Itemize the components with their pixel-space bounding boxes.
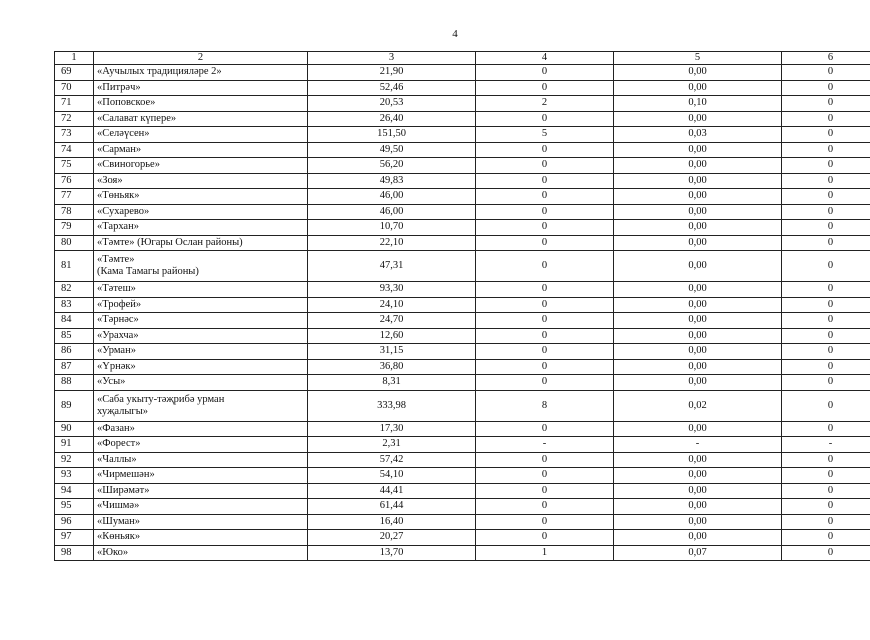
area-cell: 26,40	[308, 111, 476, 127]
name-cell: «Трофей»	[94, 297, 308, 313]
row-number-cell: 98	[55, 545, 94, 561]
ratio-cell: 0,00	[614, 65, 782, 81]
table-row	[55, 173, 870, 189]
area-cell: 36,80	[308, 359, 476, 375]
col6-cell: 0	[782, 499, 870, 515]
count-cell: 0	[476, 452, 614, 468]
ratio-cell: 0,00	[614, 514, 782, 530]
table-row	[55, 344, 870, 360]
ratio-cell: 0,00	[614, 189, 782, 205]
ratio-cell: 0,00	[614, 328, 782, 344]
col6-cell: 0	[782, 359, 870, 375]
count-cell: 0	[476, 468, 614, 484]
area-cell: 13,70	[308, 545, 476, 561]
table-row	[55, 468, 870, 484]
row-number-cell: 82	[55, 282, 94, 298]
name-cell: «Урман»	[94, 344, 308, 360]
row-number-cell: 97	[55, 530, 94, 546]
row-number-cell: 93	[55, 468, 94, 484]
header-cell: 6	[782, 52, 870, 65]
row-number-cell: 69	[55, 65, 94, 81]
table-row	[55, 96, 870, 112]
area-cell: 44,41	[308, 483, 476, 499]
row-number-cell: 95	[55, 499, 94, 515]
name-cell: «Тәмте» (Югары Ослан районы)	[94, 235, 308, 251]
area-cell: 12,60	[308, 328, 476, 344]
area-cell: 8,31	[308, 375, 476, 391]
header-cell: 4	[476, 52, 614, 65]
col6-cell: 0	[782, 235, 870, 251]
table-body	[55, 52, 870, 561]
name-cell: «Усы»	[94, 375, 308, 391]
ratio-cell: 0,00	[614, 375, 782, 391]
ratio-cell: 0,00	[614, 204, 782, 220]
name-cell: «Көньяк»	[94, 530, 308, 546]
table-row	[55, 220, 870, 236]
col6-cell: 0	[782, 468, 870, 484]
name-line-1: «Тәмте»	[97, 254, 135, 265]
area-cell: 333,98	[308, 390, 476, 421]
table-row	[55, 437, 870, 453]
count-cell: 0	[476, 421, 614, 437]
name-cell: «Поповское»	[94, 96, 308, 112]
row-number-cell: 72	[55, 111, 94, 127]
row-number-cell: 92	[55, 452, 94, 468]
ratio-cell: -	[614, 437, 782, 453]
ratio-cell: 0,00	[614, 111, 782, 127]
name-cell: «Шуман»	[94, 514, 308, 530]
table-row	[55, 483, 870, 499]
table-row	[55, 421, 870, 437]
name-line-2: (Кама Тамагы районы)	[97, 266, 199, 277]
area-cell: 17,30	[308, 421, 476, 437]
table-row	[55, 111, 870, 127]
row-number-cell: 76	[55, 173, 94, 189]
name-cell: «Юко»	[94, 545, 308, 561]
row-number-cell: 74	[55, 142, 94, 158]
col6-cell: 0	[782, 530, 870, 546]
row-number-cell: 78	[55, 204, 94, 220]
table-row	[55, 499, 870, 515]
row-number-cell: 91	[55, 437, 94, 453]
col6-cell: 0	[782, 390, 870, 421]
table-row	[55, 251, 870, 282]
table-row	[55, 80, 870, 96]
area-cell: 57,42	[308, 452, 476, 468]
count-cell: 0	[476, 530, 614, 546]
col6-cell: 0	[782, 251, 870, 282]
area-cell: 52,46	[308, 80, 476, 96]
ratio-cell: 0,00	[614, 220, 782, 236]
ratio-cell: 0,07	[614, 545, 782, 561]
ratio-cell: 0,00	[614, 282, 782, 298]
area-cell: 56,20	[308, 158, 476, 174]
ratio-cell: 0,03	[614, 127, 782, 143]
table-row	[55, 390, 870, 421]
row-number-cell: 96	[55, 514, 94, 530]
col6-cell: 0	[782, 142, 870, 158]
header-cell: 2	[94, 52, 308, 65]
table-row	[55, 158, 870, 174]
row-number-cell: 79	[55, 220, 94, 236]
col6-cell: 0	[782, 421, 870, 437]
col6-cell: 0	[782, 375, 870, 391]
name-line-2: хуҗалыгы»	[97, 405, 149, 417]
table-row	[55, 313, 870, 329]
ratio-cell: 0,00	[614, 344, 782, 360]
name-cell: «Зоя»	[94, 173, 308, 189]
row-number-cell: 87	[55, 359, 94, 375]
name-cell: «Питрәч»	[94, 80, 308, 96]
table-row	[55, 189, 870, 205]
name-cell: «Салават күпере»	[94, 111, 308, 127]
name-cell: «Чаллы»	[94, 452, 308, 468]
table-row	[55, 142, 870, 158]
name-cell: «Аучылых традицияләре 2»	[94, 65, 308, 81]
name-cell: «Фазан»	[94, 421, 308, 437]
table-row	[55, 452, 870, 468]
col6-cell: 0	[782, 344, 870, 360]
count-cell: 0	[476, 499, 614, 515]
name-cell: «Төньяк»	[94, 189, 308, 205]
name-cell: «Сарман»	[94, 142, 308, 158]
col6-cell: 0	[782, 80, 870, 96]
col6-cell: 0	[782, 313, 870, 329]
ratio-cell: 0,00	[614, 359, 782, 375]
ratio-cell: 0,00	[614, 421, 782, 437]
name-cell: «Тәтеш»	[94, 282, 308, 298]
ratio-cell: 0,00	[614, 313, 782, 329]
count-cell: 0	[476, 142, 614, 158]
count-cell: 0	[476, 251, 614, 282]
area-cell: 10,70	[308, 220, 476, 236]
area-cell: 24,70	[308, 313, 476, 329]
area-cell: 31,15	[308, 344, 476, 360]
table-row	[55, 359, 870, 375]
col6-cell: 0	[782, 220, 870, 236]
count-cell: 0	[476, 173, 614, 189]
area-cell: 24,10	[308, 297, 476, 313]
ratio-cell: 0,00	[614, 173, 782, 189]
name-cell: «Ширәмәт»	[94, 483, 308, 499]
table-row	[55, 204, 870, 220]
ratio-cell: 0,00	[614, 158, 782, 174]
name-cell: «Свиногорье»	[94, 158, 308, 174]
name-cell: «Тархан»	[94, 220, 308, 236]
area-cell: 47,31	[308, 251, 476, 282]
count-cell: 0	[476, 65, 614, 81]
name-line-1: «Саба укыту-тәҗрибә урман	[97, 393, 225, 405]
row-number-cell: 73	[55, 127, 94, 143]
name-cell	[94, 390, 308, 421]
area-cell: 93,30	[308, 282, 476, 298]
count-cell: 2	[476, 96, 614, 112]
count-cell: 0	[476, 483, 614, 499]
row-number-cell: 80	[55, 235, 94, 251]
ratio-cell: 0,00	[614, 297, 782, 313]
page-number: 4	[452, 28, 458, 40]
ratio-cell: 0,02	[614, 390, 782, 421]
row-number-cell: 90	[55, 421, 94, 437]
area-cell: 16,40	[308, 514, 476, 530]
col6-cell: 0	[782, 282, 870, 298]
col6-cell: 0	[782, 158, 870, 174]
area-cell: 61,44	[308, 499, 476, 515]
count-cell: 8	[476, 390, 614, 421]
header-cell: 3	[308, 52, 476, 65]
count-cell: 0	[476, 328, 614, 344]
count-cell: 0	[476, 514, 614, 530]
name-cell	[94, 251, 308, 282]
row-number-cell: 84	[55, 313, 94, 329]
count-cell: -	[476, 437, 614, 453]
ratio-cell: 0,00	[614, 468, 782, 484]
name-cell: «Форест»	[94, 437, 308, 453]
table-row	[55, 328, 870, 344]
row-number-cell: 85	[55, 328, 94, 344]
row-number-cell: 77	[55, 189, 94, 205]
count-cell: 0	[476, 344, 614, 360]
col6-cell: 0	[782, 297, 870, 313]
ratio-cell: 0,00	[614, 80, 782, 96]
header-cell: 1	[55, 52, 94, 65]
row-number-cell: 88	[55, 375, 94, 391]
ratio-cell: 0,00	[614, 483, 782, 499]
count-cell: 0	[476, 282, 614, 298]
count-cell: 1	[476, 545, 614, 561]
col6-cell: 0	[782, 127, 870, 143]
row-number-cell: 71	[55, 96, 94, 112]
ratio-cell: 0,10	[614, 96, 782, 112]
col6-cell: 0	[782, 204, 870, 220]
ratio-cell: 0,00	[614, 452, 782, 468]
table-row	[55, 375, 870, 391]
ratio-cell: 0,00	[614, 251, 782, 282]
count-cell: 0	[476, 220, 614, 236]
name-cell: «Чирмешән»	[94, 468, 308, 484]
count-cell: 0	[476, 359, 614, 375]
table-row	[55, 282, 870, 298]
row-number-cell: 94	[55, 483, 94, 499]
name-cell: «Үрнәк»	[94, 359, 308, 375]
ratio-cell: 0,00	[614, 499, 782, 515]
count-cell: 0	[476, 189, 614, 205]
area-cell: 49,83	[308, 173, 476, 189]
table-row	[55, 235, 870, 251]
col6-cell: 0	[782, 483, 870, 499]
row-number-cell: 70	[55, 80, 94, 96]
area-cell: 2,31	[308, 437, 476, 453]
ratio-cell: 0,00	[614, 142, 782, 158]
ratio-cell: 0,00	[614, 235, 782, 251]
table-row	[55, 514, 870, 530]
table-row	[55, 530, 870, 546]
name-cell: «Урахча»	[94, 328, 308, 344]
row-number-cell: 75	[55, 158, 94, 174]
table-row	[55, 297, 870, 313]
count-cell: 0	[476, 204, 614, 220]
col6-cell: 0	[782, 173, 870, 189]
col6-cell: -	[782, 437, 870, 453]
header-cell: 5	[614, 52, 782, 65]
table-row	[55, 65, 870, 81]
area-cell: 20,53	[308, 96, 476, 112]
area-cell: 20,27	[308, 530, 476, 546]
col6-cell: 0	[782, 545, 870, 561]
table-row	[55, 545, 870, 561]
area-cell: 54,10	[308, 468, 476, 484]
area-cell: 46,00	[308, 204, 476, 220]
name-cell: «Тәрнәс»	[94, 313, 308, 329]
col6-cell: 0	[782, 328, 870, 344]
table-header-row	[55, 52, 870, 65]
col6-cell: 0	[782, 111, 870, 127]
count-cell: 0	[476, 313, 614, 329]
area-cell: 46,00	[308, 189, 476, 205]
row-number-cell: 81	[55, 251, 94, 282]
area-cell: 151,50	[308, 127, 476, 143]
table-row	[55, 127, 870, 143]
name-cell: «Селәүсен»	[94, 127, 308, 143]
count-cell: 0	[476, 375, 614, 391]
row-number-cell: 83	[55, 297, 94, 313]
col6-cell: 0	[782, 65, 870, 81]
count-cell: 0	[476, 297, 614, 313]
data-table	[54, 51, 870, 561]
count-cell: 0	[476, 111, 614, 127]
area-cell: 49,50	[308, 142, 476, 158]
area-cell: 22,10	[308, 235, 476, 251]
count-cell: 5	[476, 127, 614, 143]
count-cell: 0	[476, 235, 614, 251]
area-cell: 21,90	[308, 65, 476, 81]
count-cell: 0	[476, 158, 614, 174]
col6-cell: 0	[782, 96, 870, 112]
count-cell: 0	[476, 80, 614, 96]
name-cell: «Сухарево»	[94, 204, 308, 220]
col6-cell: 0	[782, 514, 870, 530]
col6-cell: 0	[782, 452, 870, 468]
col6-cell: 0	[782, 189, 870, 205]
row-number-cell: 86	[55, 344, 94, 360]
ratio-cell: 0,00	[614, 530, 782, 546]
name-cell: «Чишмә»	[94, 499, 308, 515]
row-number-cell: 89	[55, 390, 94, 421]
